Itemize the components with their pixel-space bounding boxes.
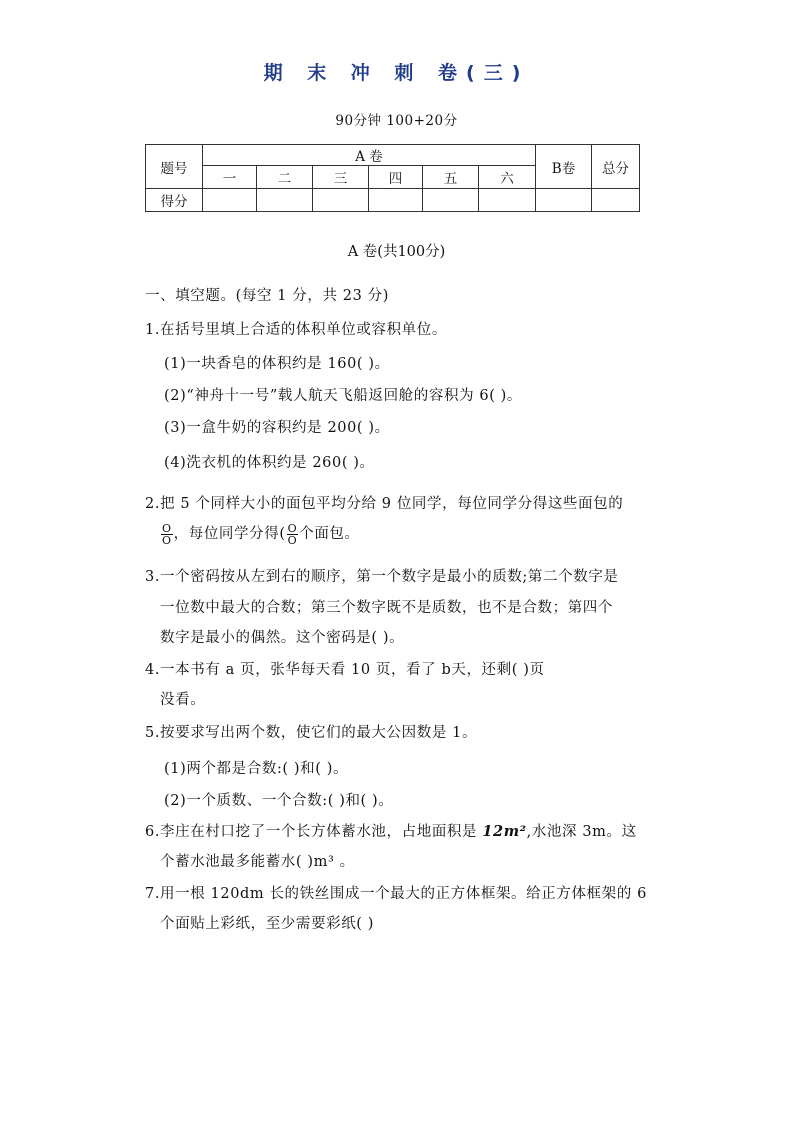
question-5-stem: 5.按要求写出两个数，使它们的最大公因数是 1。	[145, 725, 478, 741]
b-section-header: B卷	[536, 145, 592, 189]
column-header: 六	[479, 166, 536, 189]
fraction-numerator: O	[162, 521, 172, 535]
question-1-item: (1)一块香皂的体积约是 160( )。	[164, 356, 390, 372]
page-title: 期 末 冲 刺 卷(三)	[263, 62, 530, 84]
column-header: 四	[369, 166, 423, 189]
question-1-item: (3)一盒牛奶的容积约是 200( )。	[164, 420, 390, 436]
column-header: 二	[257, 166, 313, 189]
question-3-line: 一位数中最大的合数；第三个数字既不是质数，也不是合数；第四个	[160, 600, 613, 616]
question-1-item: (2)“神舟十一号”载人航天飞船返回舱的容积为 6( )。	[164, 388, 523, 404]
total-header: 总分	[592, 145, 640, 189]
question-7-line: 7.用一根 120dm 长的铁丝围成一个最大的正方体框架。给正方体框架的 6	[145, 886, 647, 902]
score-table	[145, 144, 640, 212]
question-4-line: 4.一本书有 a 页，张华每天看 10 页，看了 b天，还剩( )页	[145, 662, 545, 678]
score-cell[interactable]	[369, 189, 423, 212]
fraction-denominator: O	[287, 533, 298, 547]
question-5-item: (2)一个质数、一个合数:( )和( )。	[164, 793, 394, 809]
question-3-line: 3.一个密码按从左到右的顺序，第一个数字是最小的质数;第二个数字是	[145, 569, 619, 585]
score-cell[interactable]	[313, 189, 369, 212]
area-value: 12m²	[482, 823, 527, 840]
question-3-line: 数字是最小的偶然。这个密码是( )。	[160, 630, 405, 646]
question-5-item: (1)两个都是合数:( )和( )。	[164, 761, 349, 777]
score-cell[interactable]	[479, 189, 536, 212]
question-4-line: 没看。	[160, 692, 206, 708]
fraction	[287, 523, 299, 546]
column-header: 三	[313, 166, 369, 189]
question-2-end-text: 个面包。	[299, 526, 360, 542]
a-section-header: A 卷	[203, 145, 536, 166]
column-header: 一	[203, 166, 257, 189]
fraction	[161, 523, 173, 546]
score-cell[interactable]	[257, 189, 313, 212]
question-6-text: ,水池深 3m。这	[526, 824, 637, 840]
question-6-line: 个蓄水池最多能蓄水( )m³ 。	[160, 854, 355, 870]
score-cell[interactable]	[203, 189, 257, 212]
question-6-line	[145, 820, 637, 841]
question-1-item: (4)洗衣机的体积约是 260( )。	[164, 455, 375, 471]
row-header-score: 得分	[146, 189, 203, 212]
part-one-heading: 一、填空题。(每空 1 分，共 23 分)	[145, 288, 390, 304]
question-7-line: 个面贴上彩纸，至少需要彩纸( )	[160, 916, 375, 932]
score-cell[interactable]	[423, 189, 479, 212]
score-cell[interactable]	[536, 189, 592, 212]
exam-duration-score: 90分钟 100+20分	[335, 113, 458, 129]
question-2-line: 2.把 5 个同样大小的面包平均分给 9 位同学，每位同学分得这些面包的	[145, 496, 624, 512]
fraction-numerator: O	[287, 521, 298, 535]
score-cell[interactable]	[592, 189, 640, 212]
question-6-text: 6.李庄在村口挖了一个长方体蓄水池，占地面积是	[145, 824, 483, 840]
column-header: 五	[423, 166, 479, 189]
fraction-denominator: O	[162, 533, 172, 547]
question-2-line	[160, 522, 360, 546]
question-2-mid-text: ，每位同学分得(	[173, 526, 286, 542]
section-heading: A 卷(共100分)	[347, 244, 446, 260]
row-header-question: 题号	[146, 145, 203, 189]
question-1-stem: 1.在括号里填上合适的体积单位或容积单位。	[145, 322, 447, 338]
